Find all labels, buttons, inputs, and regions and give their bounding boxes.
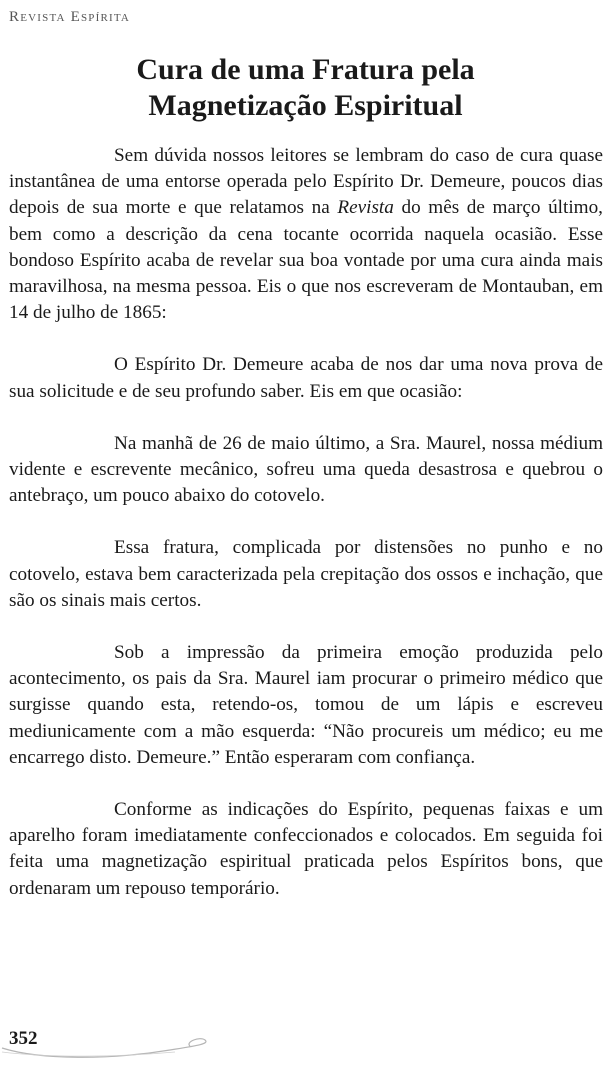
article-title xyxy=(0,52,611,124)
paragraph-1-italic-title: Revista xyxy=(337,197,394,219)
article-title-line-2: Magnetização Espiritual xyxy=(148,89,463,122)
paragraph-6: Conforme as indicações do Espírito, pequenas faixas e um aparelho foram imediatamente confeccionados e colocados. Em seguida foi feita uma magnetização espiritual praticada pelos Espíritos bons, que ordenaram um repouso temporário. xyxy=(9,799,603,899)
article-body xyxy=(9,143,603,902)
paragraph-1-text-b: do mês de março último, bem como a descrição da cena tocante ocorrida naquela ocasião. Esse bondoso Espírito acaba de revelar sua boa vontade por uma cura ainda mais maravilhosa, na mesma pessoa. Eis o que nos escreveram de Montauban, em 14 de julho de 1865: xyxy=(9,197,603,324)
paragraph-2: O Espírito Dr. Demeure acaba de nos dar uma nova prova de sua solicitude e de seu profundo saber. Eis em que ocasião: xyxy=(9,354,603,402)
paragraph-5: Sob a impressão da primeira emoção produzida pelo acontecimento, os pais da Sra. Maurel iam procurar o primeiro médico que surgisse quando esta, retendo-os, tomou de um lápis e escreveu mediunicamente com a mão esquerda: “Não procureis um médico; eu me encarrego disto. Demeure.” Então esperaram com confiança. xyxy=(9,642,603,768)
paragraph-1 xyxy=(9,143,603,326)
paragraph-4: Essa fratura, complicada por distensões no punho e no cotovelo, estava bem caracterizada pela crepitação dos ossos e inchação, que são os sinais mais certos. xyxy=(9,537,603,611)
page-number: 352 xyxy=(9,1028,38,1049)
paragraph-1-text-a: Sem dúvida nossos leitores se lembram do caso de cura quase instantânea de uma entorse operada pelo Espírito Dr. Demeure, poucos dias depois de sua morte e que relatamos na xyxy=(9,145,603,219)
article-title-line-1: Cura de uma Fratura pela xyxy=(136,53,475,86)
running-header: Revista Espírita xyxy=(9,9,131,25)
paragraph-3: Na manhã de 26 de maio último, a Sra. Maurel, nossa médium vidente e escrevente mecânico, sofreu uma queda desastrosa e quebrou o antebraço, um pouco abaixo do cotovelo. xyxy=(9,432,603,507)
